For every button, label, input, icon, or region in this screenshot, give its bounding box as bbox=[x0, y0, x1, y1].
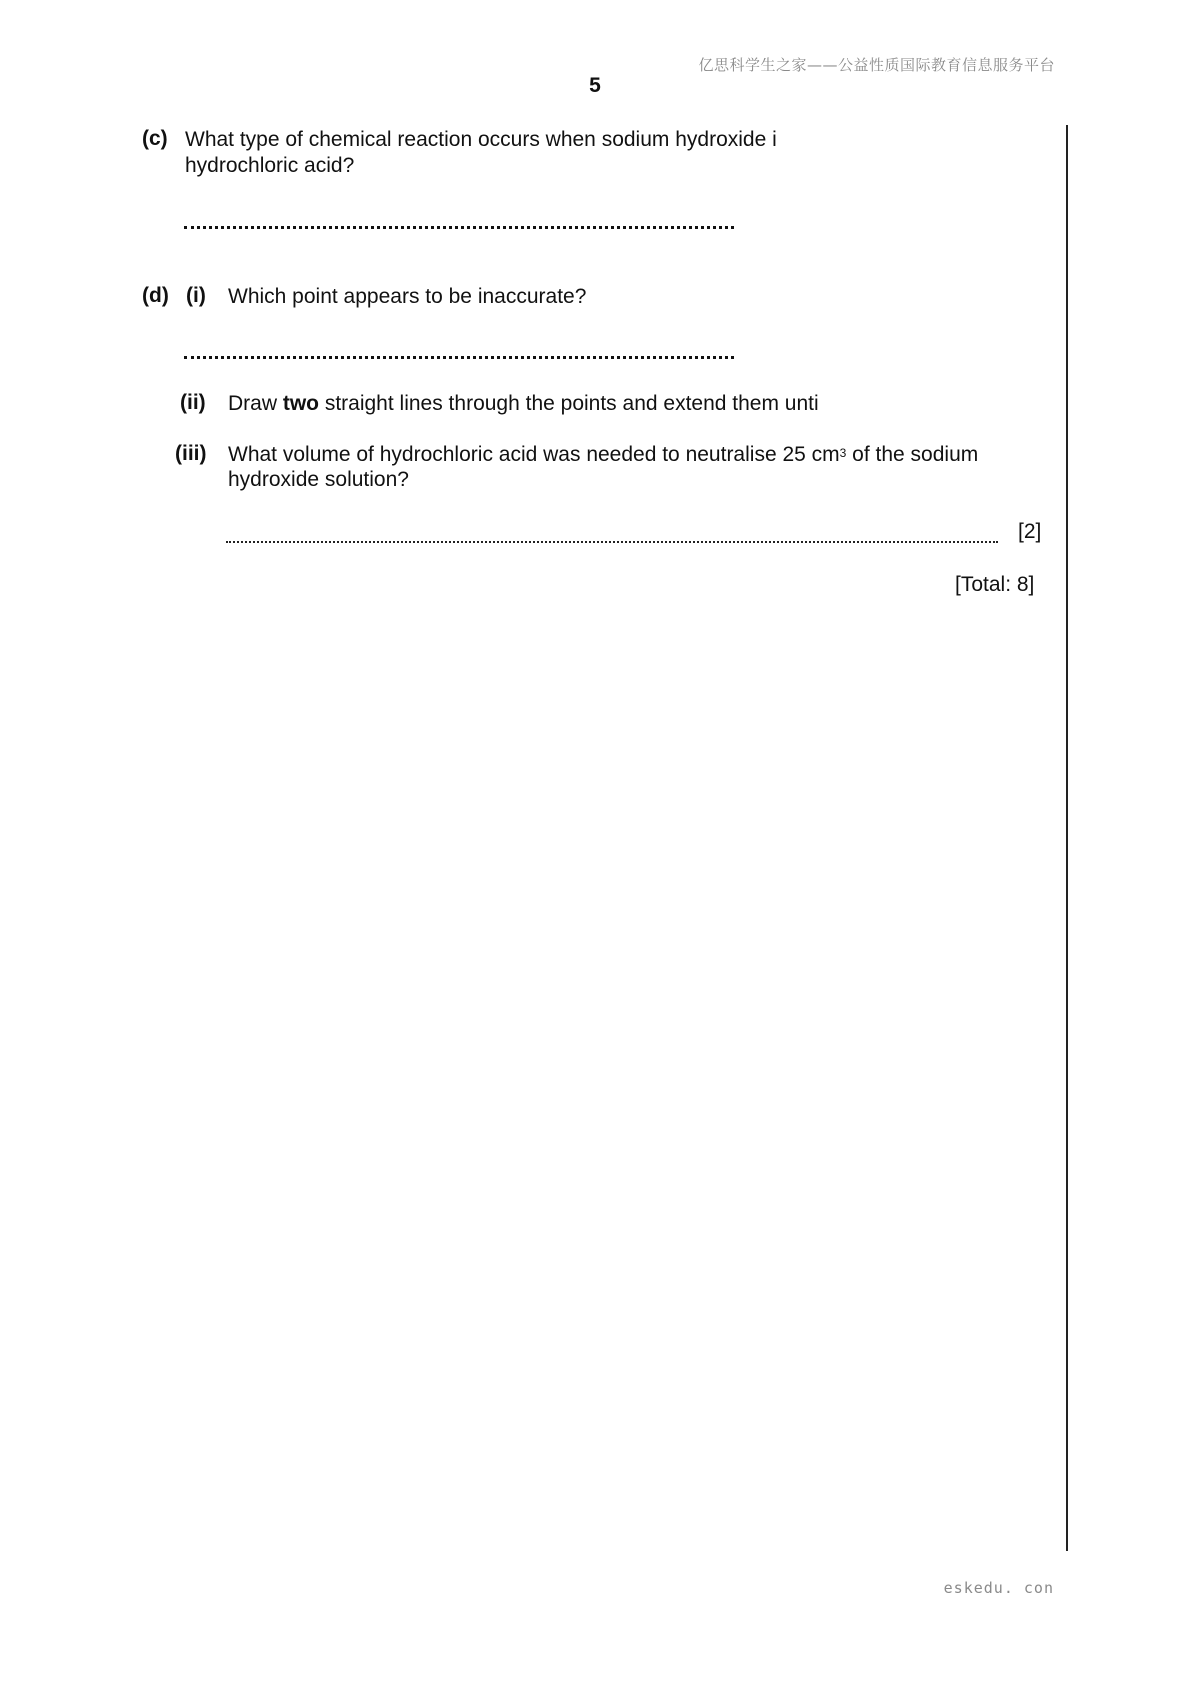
part-d-ii-label: (ii) bbox=[180, 391, 206, 414]
part-d-i-answer-line[interactable] bbox=[184, 356, 734, 359]
part-d-iii-label: (iii) bbox=[175, 442, 207, 465]
part-d-iii-text-before-sup: What volume of hydrochloric acid was needed to neutralise 25 cm bbox=[228, 443, 840, 466]
part-c-label: (c) bbox=[142, 127, 168, 150]
part-c-question-line2: hydrochloric acid? bbox=[185, 154, 355, 177]
watermark-text: 亿思科学生之家——公益性质国际教育信息服务平台 bbox=[698, 56, 1055, 74]
part-d-ii-text-bold: two bbox=[282, 392, 319, 415]
part-d-ii-text-after: straight lines through the points and extend them unti bbox=[319, 392, 819, 415]
part-c-answer-line[interactable] bbox=[184, 226, 734, 229]
part-d-iii-question-line2: hydroxide solution? bbox=[228, 468, 409, 491]
margin-rule bbox=[1066, 125, 1068, 1551]
part-d-i-question: Which point appears to be inaccurate? bbox=[228, 285, 587, 308]
footer-site-text: eskedu. con bbox=[943, 1579, 1054, 1597]
part-d-iii-answer-line[interactable] bbox=[226, 541, 998, 543]
part-d-i-label: (i) bbox=[186, 284, 206, 307]
total-marks: [Total: 8] bbox=[955, 573, 1035, 596]
part-d-iii-text-after-sup: of the sodium bbox=[846, 443, 979, 466]
part-d-iii-superscript: 3 bbox=[839, 446, 847, 460]
part-d-iii-question bbox=[228, 442, 1040, 468]
page-number: 5 bbox=[589, 74, 601, 97]
part-d-iii-marks: [2] bbox=[1018, 520, 1042, 543]
part-d-ii-question bbox=[228, 391, 819, 417]
part-c-question-line1: What type of chemical reaction occurs when sodium hydroxide i bbox=[185, 128, 777, 151]
part-d-ii-text-before: Draw bbox=[228, 392, 283, 415]
part-d-label: (d) bbox=[142, 284, 169, 307]
part-c-question bbox=[185, 127, 871, 153]
